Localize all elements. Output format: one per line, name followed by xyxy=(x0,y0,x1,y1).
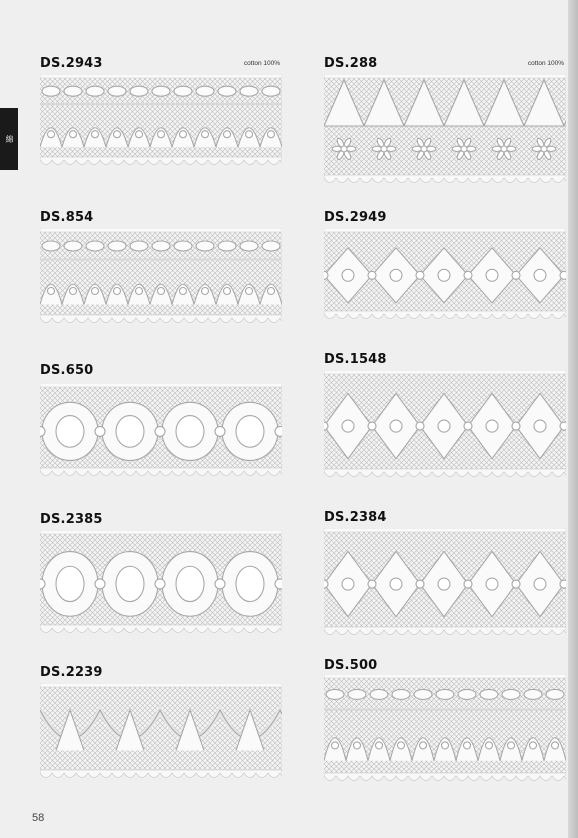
product-material: cotton 100% xyxy=(243,60,280,67)
lace-swatch-image xyxy=(324,228,566,324)
lace-swatch xyxy=(324,674,566,786)
product-code: DS.288 xyxy=(324,56,378,71)
page-number: 58 xyxy=(32,812,45,824)
lace-swatch-image xyxy=(40,383,282,481)
lace-swatch xyxy=(40,683,282,783)
lace-swatch xyxy=(324,528,566,640)
category-tab xyxy=(0,108,18,170)
page-gutter-edge xyxy=(568,0,578,838)
lace-swatch xyxy=(40,228,282,328)
lace-swatch xyxy=(324,228,566,324)
product-material: cotton 100% xyxy=(527,60,564,67)
lace-swatch-image xyxy=(40,683,282,783)
product-code: DS.500 xyxy=(324,658,378,673)
lace-swatch-image xyxy=(324,674,566,786)
lace-swatch xyxy=(324,74,566,188)
lace-swatch-image xyxy=(40,74,282,170)
lace-swatch-image xyxy=(324,74,566,188)
product-code: DS.2239 xyxy=(40,665,103,680)
product-code: DS.650 xyxy=(40,363,94,378)
product-code: DS.854 xyxy=(40,210,94,225)
lace-swatch xyxy=(324,370,566,482)
product-code: DS.2385 xyxy=(40,512,103,527)
product-code: DS.2384 xyxy=(324,510,387,525)
product-code: DS.2943 xyxy=(40,56,103,71)
lace-swatch-image xyxy=(40,228,282,328)
lace-swatch xyxy=(40,383,282,481)
category-tab-label: 綿 xyxy=(5,135,14,143)
product-code: DS.2949 xyxy=(324,210,387,225)
product-code: DS.1548 xyxy=(324,352,387,367)
lace-swatch xyxy=(40,74,282,170)
lace-swatch-image xyxy=(324,370,566,482)
lace-swatch-image xyxy=(40,530,282,638)
lace-swatch-image xyxy=(324,528,566,640)
lace-swatch xyxy=(40,530,282,638)
